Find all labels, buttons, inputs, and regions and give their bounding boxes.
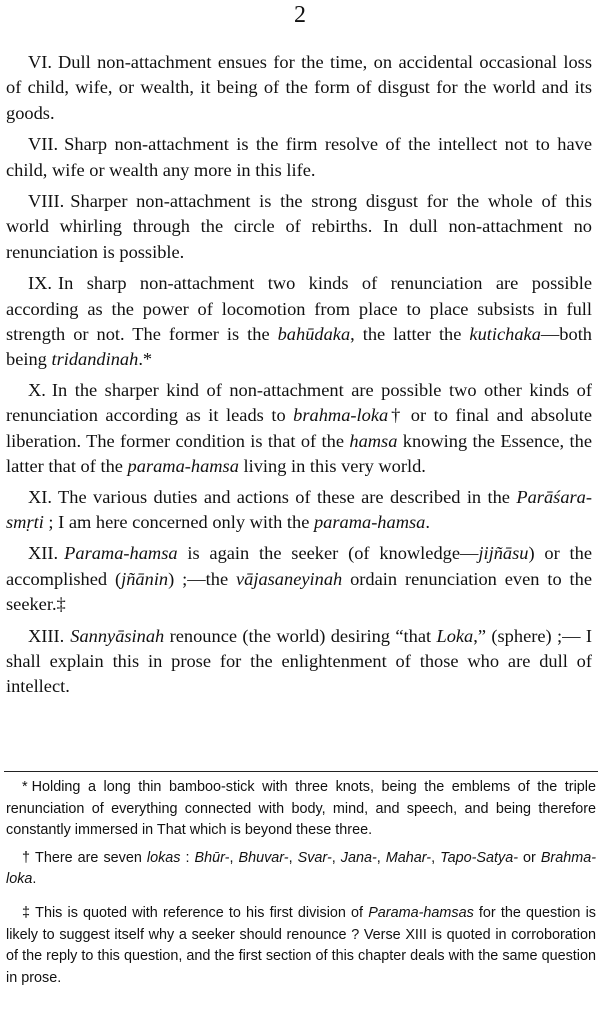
verse-paragraph — [6, 624, 592, 700]
verse-number: IX. — [28, 273, 53, 294]
italic-term: tridandinah — [51, 349, 139, 370]
italic-term: bahūdaka — [277, 324, 351, 345]
text-segment: ) or the accomplished ( — [6, 543, 592, 589]
italic-term: Svar- — [297, 849, 332, 866]
italic-term: parama-hamsa — [127, 456, 239, 477]
verse-number: VIII. — [28, 191, 65, 212]
italic-term: Bhuvar- — [238, 849, 289, 866]
verse-number: XII. — [28, 543, 59, 564]
text-segment: Sharp non-attachment is the firm resolve of the intellect not to have child, wife or wealth any more in this life. — [6, 134, 592, 180]
verses-body — [6, 50, 592, 706]
text-segment: ) ;—the — [168, 568, 236, 589]
text-segment: for the question is likely to suggest itself why a seeker should renounce ? Verse XIII is quoted in corroboration of the reply to this question, and the first section of this chapter deals with the same question in prose. — [6, 904, 596, 986]
italic-term: Loka — [436, 625, 474, 646]
italic-term: Parāśara-smṛti — [6, 486, 592, 532]
verse-number: VII. — [28, 134, 59, 155]
italic-term: Parama-hamsa — [64, 543, 178, 564]
footnote — [6, 903, 596, 989]
text-segment: renounce (the world) desiring “that — [164, 625, 437, 646]
text-segment: Dull non-attachment ensues for the time, on accidental occasional loss of child, wife, or wealth, it being of the form of disgust for the world and its goods. — [6, 52, 592, 123]
text-segment: Holding a long thin bamboo-stick with three knots, being the emblems of the triple renunciation of everything connected with body, mind, and speech, and being therefore constantly immersed in That which is beyond these three. — [6, 779, 596, 839]
footnote-mark: † — [22, 849, 32, 866]
footnotes — [6, 777, 596, 995]
text-segment: , the latter the — [350, 324, 470, 345]
italic-term: Mahar- — [385, 849, 432, 866]
italic-term: Jana- — [340, 849, 377, 866]
verse-paragraph — [6, 189, 592, 265]
verse-paragraph — [6, 50, 592, 126]
text-segment: , — [431, 849, 441, 866]
text-segment: . — [425, 511, 430, 532]
text-segment: There are seven — [35, 849, 147, 866]
text-segment: , — [229, 849, 239, 866]
italic-term: hamsa — [349, 430, 398, 451]
text-segment: knowing the Essence, the latter that of the — [6, 430, 592, 477]
italic-term: jijñāsu — [478, 543, 529, 564]
verse-paragraph — [6, 132, 592, 183]
italic-term: parama-hamsa — [313, 511, 426, 532]
verse-paragraph — [6, 485, 592, 536]
text-segment: , — [331, 849, 341, 866]
text-segment: : — [180, 849, 195, 866]
text-segment: , — [376, 849, 386, 866]
verse-paragraph — [6, 541, 592, 617]
text-segment: This is quoted with reference to his first division of — [35, 904, 369, 921]
text-segment: —both being — [6, 324, 592, 370]
text-segment: ordain renunciation even to the seeker.‡ — [6, 568, 592, 615]
verse-paragraph — [6, 378, 592, 480]
text-segment: The various duties and actions of these are described in the — [58, 486, 517, 507]
page-number: 2 — [294, 2, 306, 28]
text-segment: .* — [138, 349, 153, 370]
italic-term: kutichaka — [469, 324, 541, 345]
verse-paragraph — [6, 271, 592, 373]
italic-term: lokas — [146, 849, 181, 866]
footnote-mark: ‡ — [22, 904, 32, 921]
italic-term: jñānin — [121, 568, 169, 589]
text-segment: † or to final and absolute liberation. The former condition is that of the — [6, 405, 592, 451]
footnote-divider — [4, 771, 598, 772]
footnote — [6, 848, 596, 891]
text-segment: living in this very world. — [238, 456, 426, 477]
verse-number: XIII. — [28, 625, 65, 646]
italic-term: Sannyāsinah — [70, 625, 165, 646]
text-segment: In sharp non-attachment two kinds of renunciation are possible according as the power of locomotion from place to place subsists in full strength or not. The former is the — [6, 273, 592, 345]
verse-number: VI. — [28, 52, 53, 72]
italic-term: Bhūr- — [194, 849, 230, 866]
italic-term: brahma-loka — [293, 405, 389, 426]
text-segment: , — [288, 849, 298, 866]
footnote-mark: * — [22, 779, 28, 795]
italic-term: Parama-hamsas — [368, 904, 474, 921]
text-segment: ,” (sphere) ;— I shall explain this in prose for the enlightenment of those who are dull of intellect. — [6, 625, 592, 697]
text-segment: . — [32, 871, 37, 888]
verse-number: X. — [28, 379, 46, 400]
italic-term: vājasaneyinah — [235, 568, 343, 589]
text-segment: or — [518, 849, 541, 866]
text-segment: Sharper non-attachment is the strong disgust for the whole of this world whirling through the circle of rebirths. In dull non-attachment no renunciation is possible. — [6, 191, 592, 262]
italic-term: Tapo-Satya- — [440, 849, 518, 866]
text-segment: is again the seeker (of knowledge— — [177, 543, 479, 564]
verse-number: XI. — [28, 486, 53, 507]
text-segment: ; I am here concerned only with the — [43, 511, 314, 532]
footnote — [6, 777, 596, 842]
text-segment: In the sharper kind of non-attachment are possible two other kinds of renunciation according as it leads to — [6, 379, 592, 426]
italic-term: Brahma-loka — [6, 849, 597, 888]
